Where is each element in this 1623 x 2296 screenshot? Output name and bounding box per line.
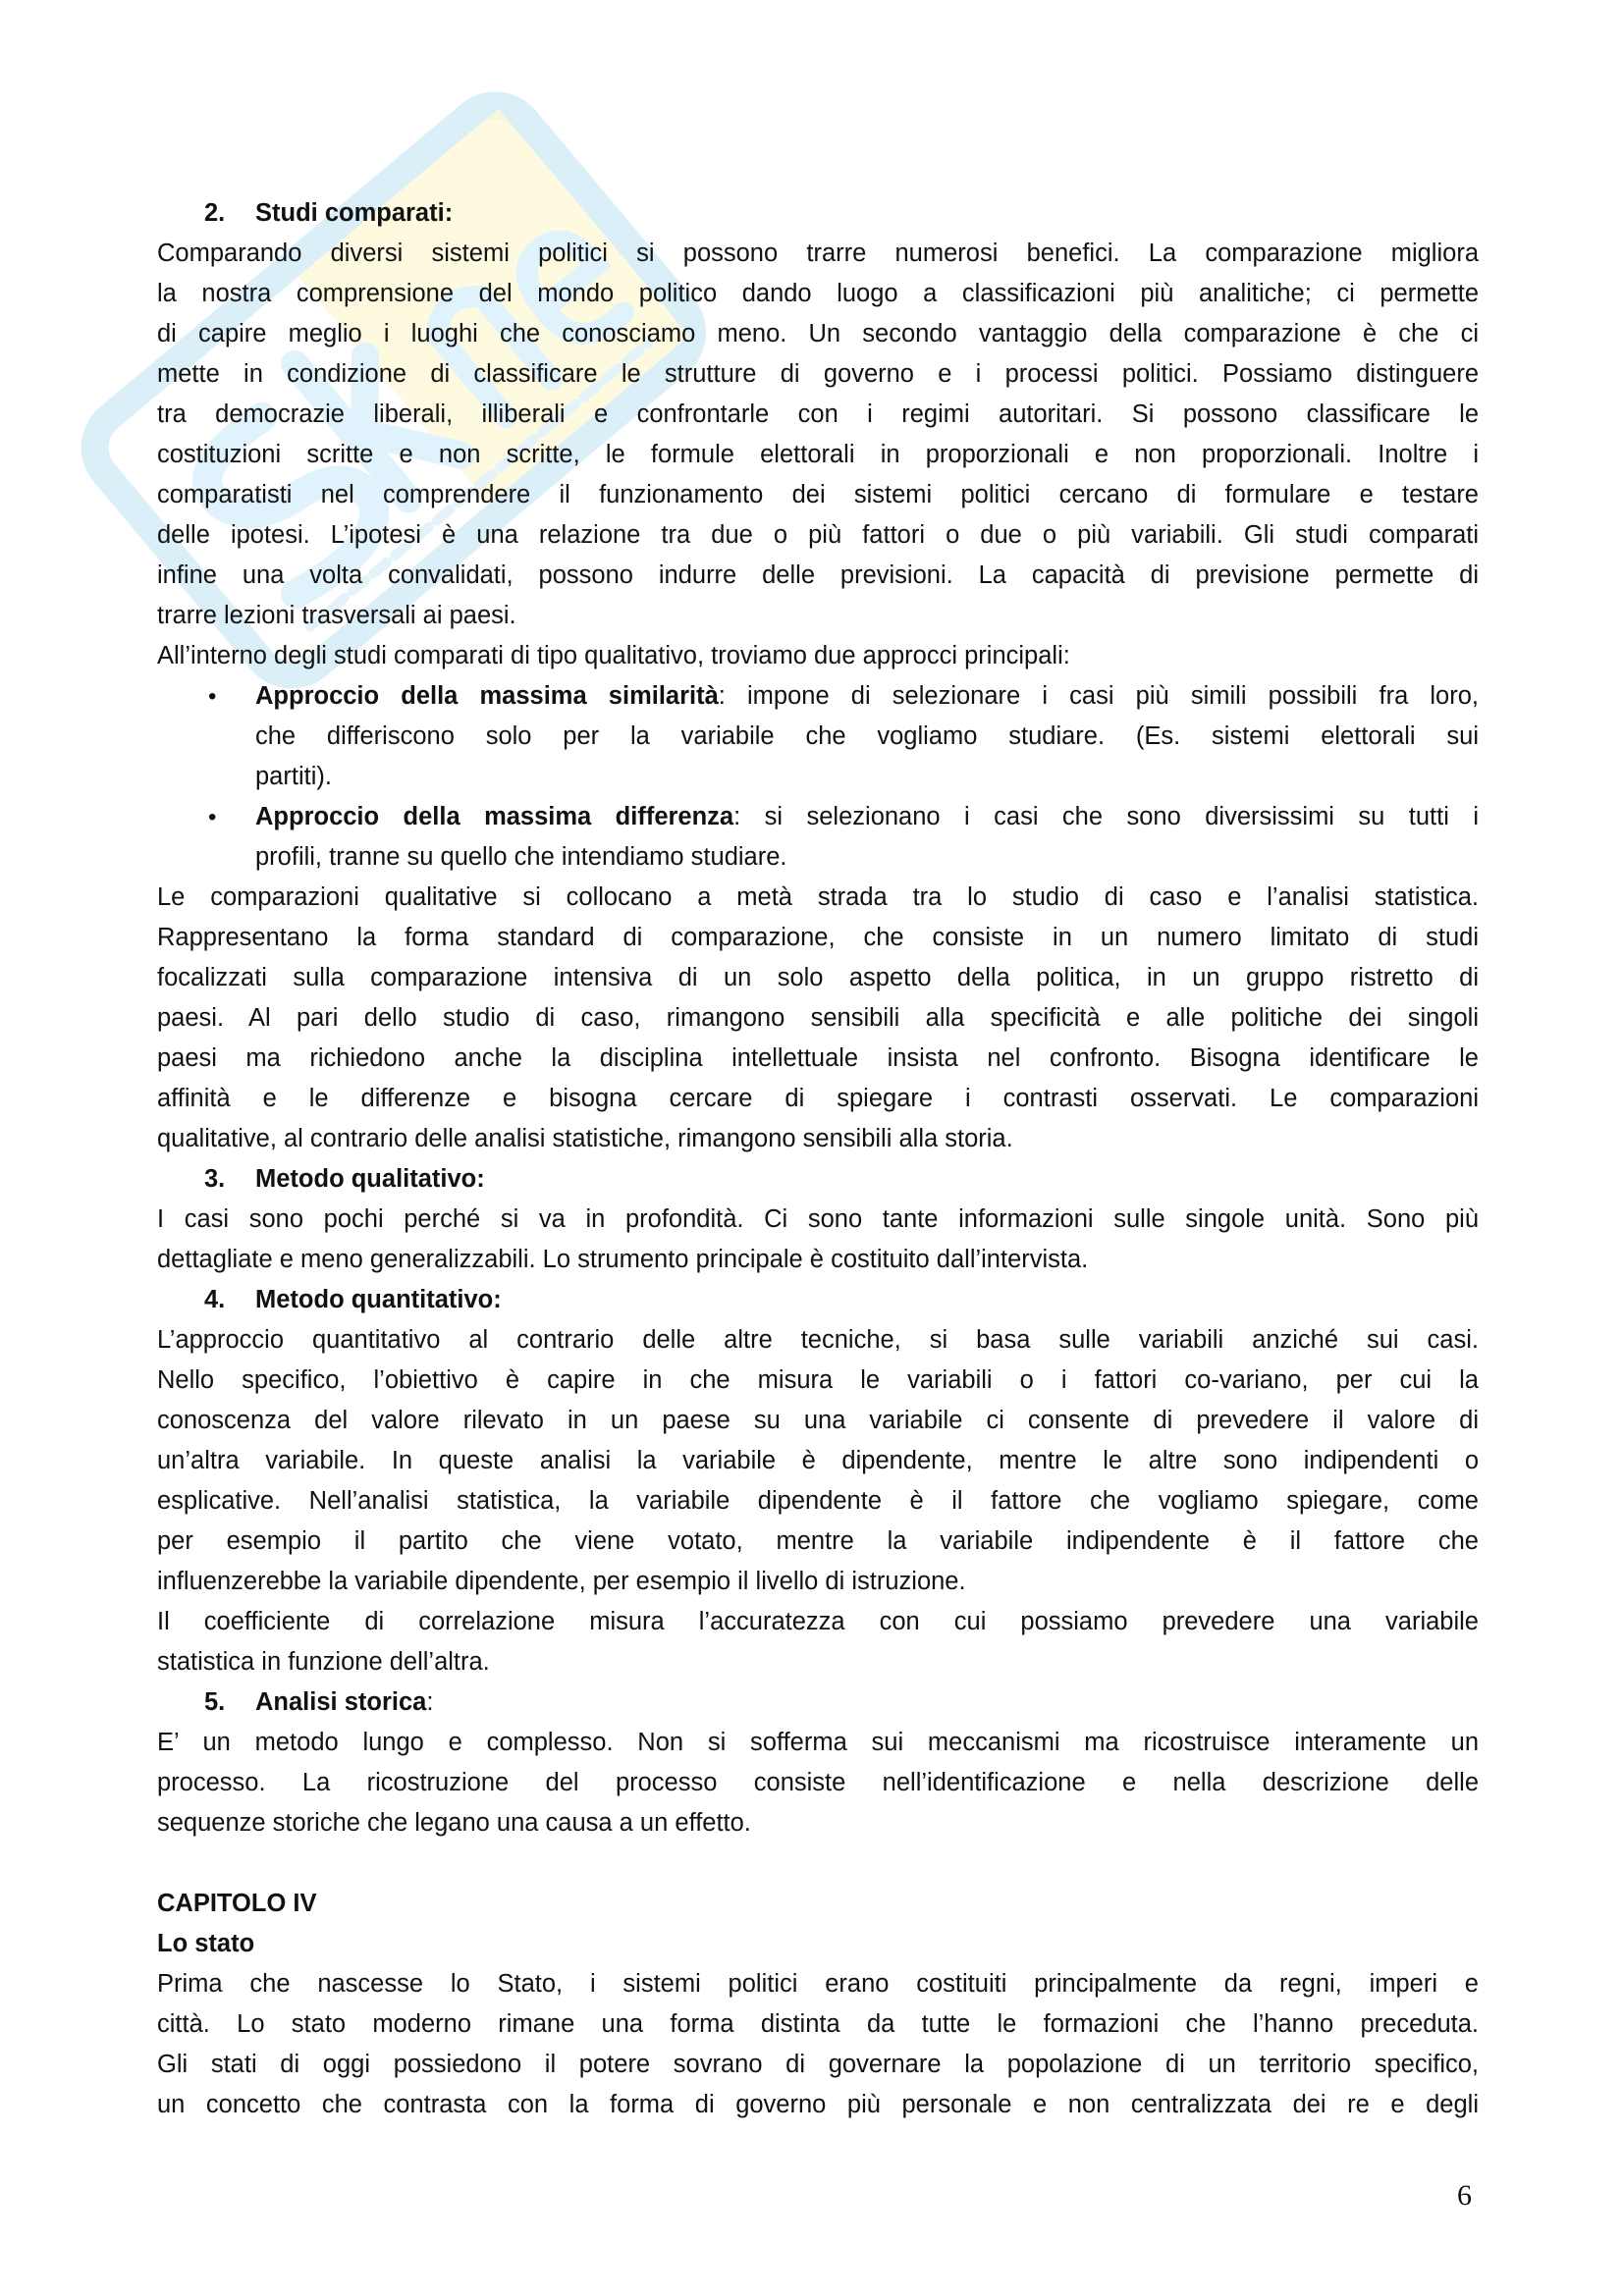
line-text: Gli stati di oggi possiedono il potere sovrano di governare la popolazione di un territorio specifico, [157,2051,1479,2078]
line-text: : impone di selezionare i casi più simili possibili fra loro, [718,682,1479,710]
text-line [157,435,1479,475]
text-line [157,1401,1479,1441]
section-title: Metodo qualitativo: [255,1165,485,1193]
text-line [157,797,1479,837]
text-line [157,717,1479,757]
line-text: infine una volta convalidati, possono indurre delle previsioni. La capacità di previsione permette di [157,561,1479,589]
line-text: Nello specifico, l’obiettivo è capire in che misura le variabili o i fattori co-variano, per cui la [157,1366,1479,1394]
paragraph [157,878,1479,1159]
section-title: Metodo quantitativo: [255,1286,502,1313]
section-heading [157,193,1479,234]
line-text: un’altra variabile. In queste analisi la variabile è dipendente, mentre le altre sono indipendenti o [157,1447,1479,1474]
line-text: E’ un metodo lungo e complesso. Non si sofferma sui meccanismi ma ricostruisce interamente un [157,1729,1479,1756]
line-text: Comparando diversi sistemi politici si possono trarre numerosi benefici. La comparazione migliora [157,240,1479,267]
text-line [157,1119,1479,1159]
section-title-suffix: : [426,1688,434,1716]
line-text: comparatisti nel comprendere il funzionamento dei sistemi politici cercano di formulare e testare [157,481,1479,508]
text-line [157,1803,1479,1843]
line-text: un concetto che contrasta con la forma di governo più personale e non centralizzata dei re e degli [157,2091,1479,2118]
paragraph [157,1200,1479,1280]
page-number: 6 [1457,2179,1472,2212]
bold-term: Approccio della massima similarità [255,682,719,710]
paragraph [157,1723,1479,1843]
chapter-heading: CAPITOLO IV [157,1890,317,1917]
text-line [157,395,1479,435]
line-text: qualitative, al contrario delle analisi statistiche, rimangono sensibili alla storia. [157,1125,1013,1152]
line-text: per esempio il partito che viene votato, mentre la variabile indipendente è il fattore che [157,1527,1479,1555]
text-line [157,2004,1479,2045]
text-line [157,636,1479,676]
line-text: influenzerebbe la variabile dipendente, per esempio il livello di istruzione. [157,1568,966,1595]
text-line [157,958,1479,998]
paragraph [157,234,1479,636]
line-text: costituzioni scritte e non scritte, le formule elettorali in proporzionali e non proporzionali. Inoltre i [157,441,1479,468]
text-line [157,1200,1479,1240]
line-text: All’interno degli studi comparati di tipo qualitativo, troviamo due approcci principali: [157,642,1070,669]
line-text: statistica in funzione dell’altra. [157,1648,490,1676]
text-line [157,1763,1479,1803]
text-line [157,676,1479,717]
line-text: di capire meglio i luoghi che conosciamo meno. Un secondo vantaggio della comparazione è che ci [157,320,1479,347]
text-line [157,1481,1479,1522]
text-line [157,1642,1479,1682]
text-line [157,1602,1479,1642]
text-line [157,475,1479,515]
line-text: Le comparazioni qualitative si collocano a metà strada tra lo studio di caso e l’analisi statistica. [157,883,1479,911]
text-line [157,757,1479,797]
line-text: Prima che nascesse lo Stato, i sistemi politici erano costituiti principalmente da regni, imperi e [157,1970,1479,1998]
section-number: 5. [204,1688,226,1716]
text-line [157,1562,1479,1602]
line-text: conoscenza del valore rilevato in un paese su una variabile ci consente di prevedere il valore di [157,1407,1479,1434]
section-title: Studi comparati: [255,199,454,227]
text-line [157,998,1479,1039]
line-text: processo. La ricostruzione del processo consiste nell’identificazione e nella descrizione delle [157,1769,1479,1796]
text-line [157,354,1479,395]
text-line [157,274,1479,314]
line-text: la nostra comprensione del mondo politico dando luogo a classificazioni più analitiche; ci permette [157,280,1479,307]
line-text: Rappresentano la forma standard di comparazione, che consiste in un numero limitato di studi [157,924,1479,951]
line-text: città. Lo stato moderno rimane una forma distinta da tutte le formazioni che l’hanno preceduta. [157,2010,1479,2038]
bullet-item [157,797,1479,878]
text-line [157,878,1479,918]
text-line [157,234,1479,274]
line-text: delle ipotesi. L’ipotesi è una relazione tra due o più fattori o due o più variabili. Gli studi comparati [157,521,1479,549]
section-number: 2. [204,199,226,227]
text-line [157,918,1479,958]
bold-term: Approccio della massima differenza [255,803,734,830]
text-line [157,2045,1479,2085]
text-line [157,1964,1479,2004]
line-text: paesi. Al pari dello studio di caso, rimangono sensibili alla specificità e alle politiche dei singoli [157,1004,1479,1032]
paragraph [157,1320,1479,1602]
section-heading [157,1280,1479,1320]
line-text: tra democrazie liberali, illiberali e confrontarle con i regimi autoritari. Si possono classificare le [157,400,1479,428]
line-text: che differiscono solo per la variabile che vogliamo studiare. (Es. sistemi elettorali sui [255,722,1479,750]
text-line [157,1522,1479,1562]
line-text: Il coefficiente di correlazione misura l’accuratezza con cui possiamo prevedere una variabile [157,1608,1479,1635]
line-text: : si selezionano i casi che sono diversissimi su tutti i [733,803,1479,830]
bullet-icon: • [208,804,217,830]
section-number: 4. [204,1286,226,1313]
paragraph [157,636,1479,676]
line-text: mette in condizione di classificare le strutture di governo e i processi politici. Possiamo distinguere [157,360,1479,388]
section-heading [157,1159,1479,1200]
line-text: dettagliate e meno generalizzabili. Lo strumento principale è costituito dall’intervista. [157,1246,1089,1273]
line-text: trarre lezioni trasversali ai paesi. [157,602,516,629]
line-text: paesi ma richiedono anche la disciplina intellettuale insista nel confronto. Bisogna identificare le [157,1044,1479,1072]
bullet-icon: • [208,683,217,710]
line-text: affinità e le differenze e bisogna cercare di spiegare i contrasti osservati. Le comparazioni [157,1085,1479,1112]
text-line [157,1441,1479,1481]
line-text: L’approccio quantitativo al contrario delle altre tecniche, si basa sulle variabili anziché sui casi. [157,1326,1479,1354]
text-line [157,1320,1479,1361]
paragraph [157,1964,1479,2125]
document-body [157,193,1479,2125]
line-text: I casi sono pochi perché si va in profondità. Ci sono tante informazioni sulle singole unità. Sono più [157,1205,1479,1233]
text-line [157,1240,1479,1280]
text-line [157,1039,1479,1079]
line-text: partiti). [255,763,332,790]
section-title: Analisi storica [255,1688,427,1716]
text-line [157,1361,1479,1401]
text-line [157,596,1479,636]
text-line [157,1723,1479,1763]
line-text: profili, tranne su quello che intendiamo studiare. [255,843,787,871]
text-line [157,2085,1479,2125]
line-text: sequenze storiche che legano una causa a un effetto. [157,1809,751,1837]
line-text: focalizzati sulla comparazione intensiva di un solo aspetto della politica, in un gruppo ristretto di [157,964,1479,991]
text-line [157,556,1479,596]
paragraph [157,1602,1479,1682]
text-line [157,314,1479,354]
text-line [157,837,1479,878]
blank-line [157,1843,1479,1884]
text-line [157,515,1479,556]
text-line [157,1079,1479,1119]
section-heading [157,1682,1479,1723]
section-number: 3. [204,1165,226,1193]
chapter-heading: Lo stato [157,1930,255,1957]
line-text: esplicative. Nell’analisi statistica, la variabile dipendente è il fattore che vogliamo spiegare, come [157,1487,1479,1515]
bullet-item [157,676,1479,797]
